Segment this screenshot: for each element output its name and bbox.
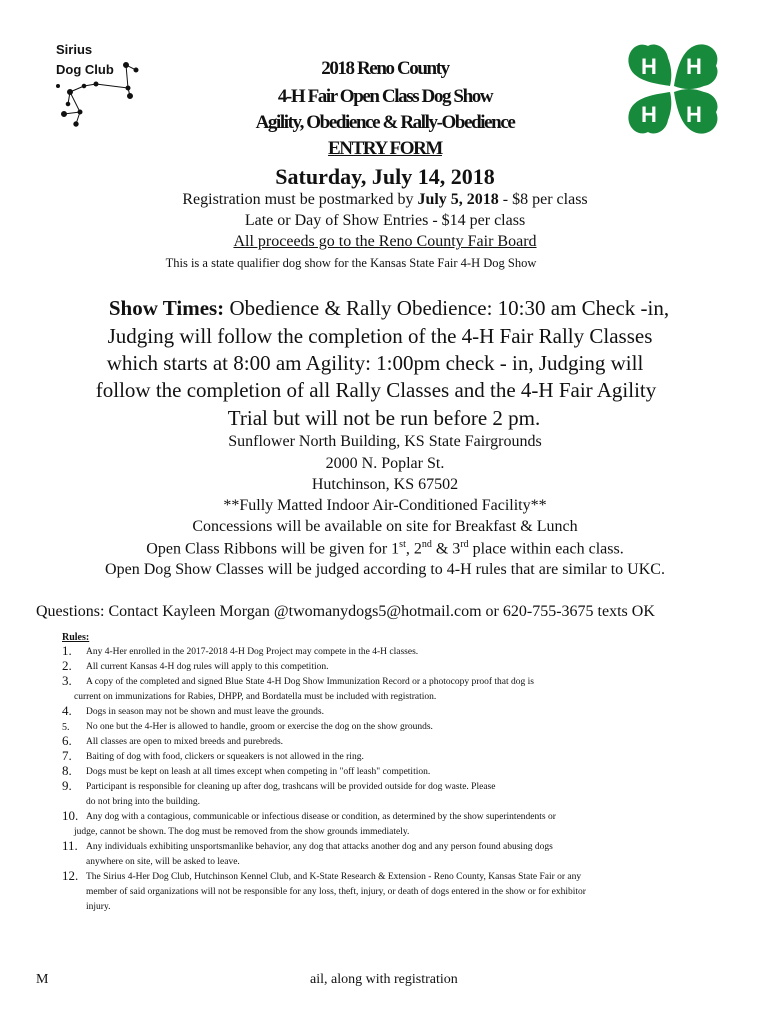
rule-text-continued: member of said organizations will not be responsible for any loss, theft, injury, or death of dogs entered in the show or for exhibitor bbox=[86, 887, 586, 897]
rule-text-continued: current on immunizations for Rabies, DHPP, and Bordatella must be included with registration. bbox=[74, 692, 437, 702]
rule-item bbox=[62, 870, 712, 915]
venue-city: Hutchinson, KS 67502 bbox=[311, 476, 459, 493]
rule-text-continued: do not bring into the building. bbox=[86, 797, 200, 807]
questions-contact: Questions: Contact Kayleen Morgan @twomanydogs5@hotmail.com or 620-755-3675 texts OK bbox=[36, 603, 655, 620]
ribbons-note bbox=[0, 539, 770, 558]
registration-fee: - $8 per class bbox=[498, 191, 588, 208]
rule-item bbox=[62, 780, 712, 810]
ribbons-sup-3: rd bbox=[460, 539, 469, 550]
rule-item bbox=[62, 840, 712, 870]
rule-number: 1. bbox=[62, 643, 72, 658]
proceeds-note: All proceeds go to the Reno County Fair Board bbox=[233, 233, 537, 250]
rules-header: Rules: bbox=[62, 632, 90, 643]
rule-number: 5. bbox=[62, 722, 70, 733]
rules-list bbox=[62, 645, 712, 915]
rule-number: 9. bbox=[62, 778, 72, 793]
rule-item bbox=[62, 810, 712, 840]
registration-deadline bbox=[0, 191, 770, 209]
show-times-line-2: Judging will follow the completion of the 4-H Fair Rally Classes bbox=[107, 324, 653, 348]
rule-number: 10. bbox=[62, 808, 79, 823]
rule-text: Dogs in season may not be shown and must leave the grounds. bbox=[86, 707, 324, 717]
rule-number: 7. bbox=[62, 748, 72, 763]
rule-number: 8. bbox=[62, 763, 72, 778]
show-times-line-5: Trial but will not be run before 2 pm. bbox=[227, 406, 541, 430]
venue-building: Sunflower North Building, KS State Fairgrounds bbox=[228, 433, 542, 450]
rule-number: 11. bbox=[62, 838, 78, 853]
ribbons-sup-1: st bbox=[399, 539, 406, 550]
rule-text: All classes are open to mixed breeds and purebreds. bbox=[86, 737, 284, 747]
ribbons-text-c: & 3 bbox=[431, 540, 461, 558]
rule-text: Any individuals exhibiting unsportsmanlike behavior, any dog that attacks another dog and any person found abusing dogs bbox=[86, 842, 553, 852]
rule-item bbox=[62, 720, 712, 735]
rule-text: The Sirius 4-Her Dog Club, Hutchinson Kennel Club, and K-State Research & Extension - Reno County, Kansas State Fair or any bbox=[86, 872, 582, 882]
svg-text:H: H bbox=[686, 102, 702, 127]
late-entry-fee: Late or Day of Show Entries - $14 per class bbox=[244, 212, 526, 229]
deadline-date: July 5, 2018 bbox=[417, 191, 499, 208]
svg-text:H: H bbox=[686, 54, 702, 79]
rule-number: 6. bbox=[62, 733, 72, 748]
concessions-note: Concessions will be available on site for Breakfast & Lunch bbox=[192, 518, 578, 535]
title-line-2: 4-H Fair Open Class Dog Show bbox=[277, 86, 493, 107]
title-line-3: Agility, Obedience & Rally-Obedience bbox=[255, 112, 515, 133]
show-times-line-4: follow the completion of all Rally Classes and the 4-H Fair Agility bbox=[95, 378, 657, 402]
show-date: Saturday, July 14, 2018 bbox=[275, 164, 495, 189]
show-times-text: Obedience & Rally Obedience: 10:30 am Check -in, bbox=[224, 296, 670, 320]
ribbons-sup-2: nd bbox=[421, 539, 432, 550]
rule-number: 4. bbox=[62, 703, 72, 718]
rule-text: A copy of the completed and signed Blue State 4-H Dog Show Immunization Record or a photocopy proof that dog is bbox=[86, 677, 534, 687]
rule-number: 3. bbox=[62, 673, 72, 688]
show-times-label: Show Times: bbox=[108, 296, 225, 320]
title-line-1: 2018 Reno County bbox=[321, 58, 449, 79]
rule-item bbox=[62, 660, 712, 675]
rule-item bbox=[62, 735, 712, 750]
registration-text: Registration must be postmarked by bbox=[182, 191, 418, 208]
rule-text-continued: injury. bbox=[86, 902, 111, 912]
rule-item bbox=[62, 675, 712, 705]
show-times-line-1 bbox=[4, 296, 770, 321]
rule-text: Any 4-Her enrolled in the 2017-2018 4-H Dog Project may compete in the 4-H classes. bbox=[86, 647, 419, 657]
svg-text:H: H bbox=[641, 102, 657, 127]
ribbons-text-d: place within each class. bbox=[468, 540, 624, 558]
rule-item bbox=[62, 765, 712, 780]
ribbons-text-b: , 2 bbox=[405, 540, 422, 558]
rule-text: Participant is responsible for cleaning up after dog, trashcans will be provided outside for dog waste. Please bbox=[86, 782, 496, 792]
rule-text: Baiting of dog with food, clickers or squeakers is not allowed in the ring. bbox=[86, 752, 364, 762]
rule-item bbox=[62, 750, 712, 765]
rule-text: No one but the 4-Her is allowed to handle, groom or exercise the dog on the show grounds. bbox=[86, 722, 433, 732]
rule-text: Any dog with a contagious, communicable or infectious disease or condition, as determined by the show superintendents or bbox=[86, 812, 556, 822]
rule-number: 12. bbox=[62, 868, 79, 883]
ribbons-text-a: Open Class Ribbons will be given for 1 bbox=[146, 540, 400, 558]
rule-item bbox=[62, 705, 712, 720]
rule-text-continued: anywhere on site, will be asked to leave. bbox=[86, 857, 240, 867]
svg-text:H: H bbox=[641, 54, 657, 79]
footer-left-text: M bbox=[36, 972, 49, 987]
facility-note: **Fully Matted Indoor Air-Conditioned Facility** bbox=[223, 497, 547, 514]
rules-section bbox=[62, 630, 712, 915]
rule-item bbox=[62, 645, 712, 660]
venue-street: 2000 N. Poplar St. bbox=[325, 455, 445, 472]
rule-text: All current Kansas 4-H dog rules will apply to this competition. bbox=[86, 662, 329, 672]
entry-form-title: ENTRY FORM bbox=[328, 138, 442, 159]
rule-text: Dogs must be kept on leash at all times except when competing in "off leash" competition. bbox=[86, 767, 431, 777]
logo-line-2: Dog Club bbox=[56, 62, 114, 77]
show-times-line-3: which starts at 8:00 am Agility: 1:00pm check - in, Judging will bbox=[106, 351, 644, 375]
rule-number: 2. bbox=[62, 658, 72, 673]
rule-text-continued: judge, cannot be shown. The dog must be removed from the show grounds immediately. bbox=[74, 827, 410, 837]
logo-line-1: Sirius bbox=[56, 42, 93, 57]
state-qualifier-note: This is a state qualifier dog show for the Kansas State Fair 4-H Dog Show bbox=[165, 256, 537, 270]
footer-center-text: ail, along with registration bbox=[310, 972, 458, 987]
judging-note: Open Dog Show Classes will be judged according to 4-H rules that are similar to UKC. bbox=[105, 561, 665, 578]
